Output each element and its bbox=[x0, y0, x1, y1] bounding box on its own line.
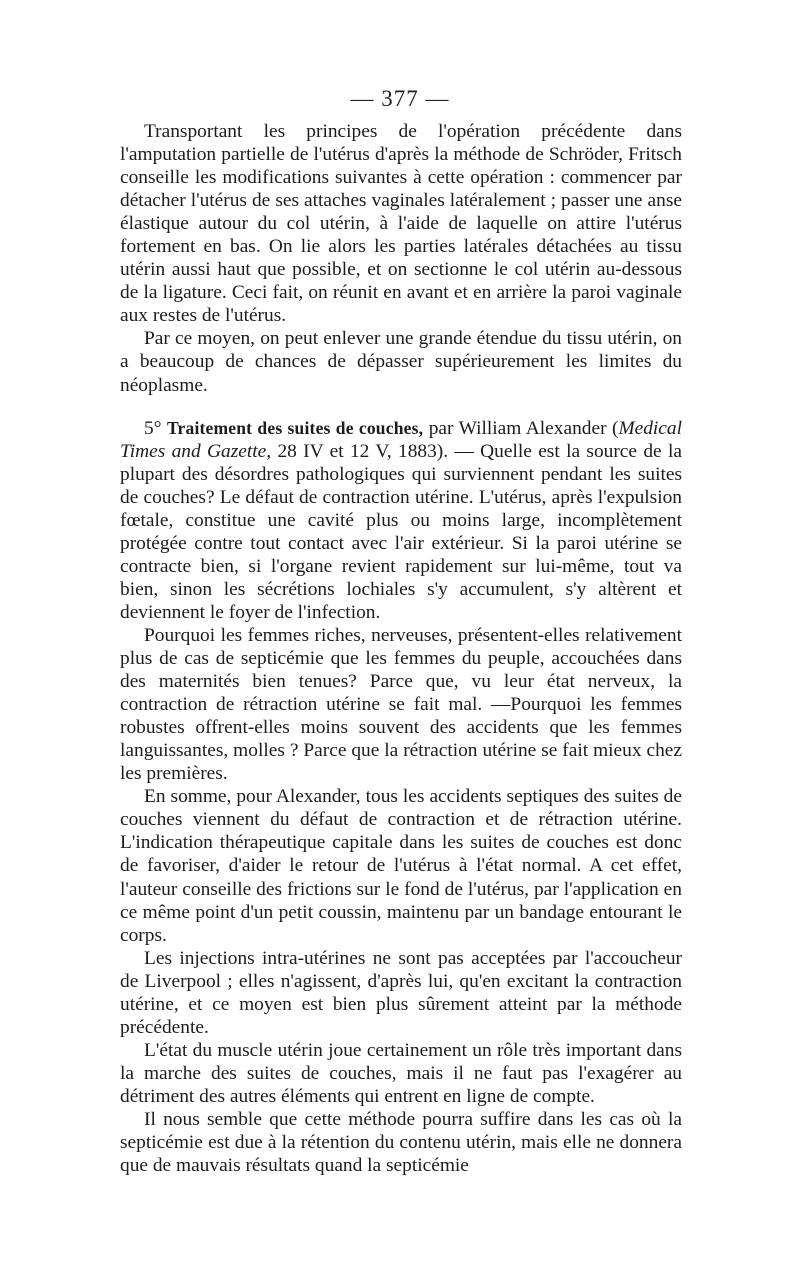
section-5-paragraph-1: Pourquoi les femmes riches, nerveuses, présentent-elles relativement plus de cas de septicémie que les femmes du peuple, accouchées dans des maternités bien tenues? Parce que, vu leur état nerveux, la contraction de rétraction utérine se fait mal. —Pourquoi les femmes robustes offrent-elles moins souvent des accidents que les femmes languissantes, molles ? Parce que la rétraction utérine se fait mieux chez les premières. bbox=[120, 624, 682, 785]
journal-citation: Medical Times and Gazette, bbox=[120, 417, 682, 462]
section-5-paragraph-3: Les injections intra-utérines ne sont pas acceptées par l'accoucheur de Liverpool ; elles n'agissent, d'après lui, qu'en excitant la contraction utérine, et ce moyen est bien plus sûrement atteint par la méthode précédente. bbox=[120, 947, 682, 1038]
page-number: — 377 — bbox=[350, 86, 450, 111]
section-5-opening-paragraph bbox=[120, 417, 682, 624]
section-citation-text: 28 IV et 12 V, 1883). — Quelle est la source de la plupart des désordres pathologiques qui surviennent pendant les suites de couches? Le défaut de contraction utérine. L'utérus, après l'expulsion fœtale, constitue une cavité plus ou moins large, incomplètement protégée contre tout contact avec l'air extérieur. Si la paroi utérine se contracte bien, si l'organe revient rapidement sur lui-même, tout va bien, sinon les sécrétions lochiales s'y accumulent, s'y altèrent et deviennent le foyer de l'infection. bbox=[120, 440, 682, 623]
intro-paragraph-2: Par ce moyen, on peut enlever une grande étendue du tissu utérin, on a beaucoup de chances de dépasser supérieurement les limites du néoplasme. bbox=[120, 328, 682, 396]
section-title: Traitement des suites de couches, bbox=[166, 417, 424, 438]
section-5-paragraph-5: Il nous semble que cette méthode pourra suffire dans les cas où la septicémie est due à la rétention du contenu utérin, mais elle ne donnera que de mauvais résultats quand la septicémie bbox=[120, 1108, 682, 1177]
section-spacer bbox=[120, 397, 682, 417]
section-author: par William Alexander ( bbox=[423, 417, 619, 439]
body-text bbox=[120, 120, 682, 1177]
section-number: 5° bbox=[144, 417, 162, 439]
intro-paragraph-1: Transportant les principes de l'opération précédente dans l'amputation partielle de l'utérus d'après la méthode de Schröder, Fritsch conseille les modifications suivantes à cette opération : commencer par détacher l'utérus de ses attaches vaginales latéralement ; passer une anse élastique autour du col utérin, à l'aide de laquelle on attire l'utérus fortement en bas. On lie alors les parties latérales détachées au tissu utérin aussi haut que possible, et on sectionne le col utérin au-dessous de la ligature. Ceci fait, on réunit en avant et en arrière la paroi vaginale aux restes de l'utérus. bbox=[120, 121, 682, 327]
section-5-paragraph-2: En somme, pour Alexander, tous les accidents septiques des suites de couches viennent du défaut de contraction et de rétraction utérine. L'indication thérapeutique capitale dans les suites de couches est donc de favoriser, d'aider le retour de l'utérus à l'état normal. A cet effet, l'auteur conseille des frictions sur le fond de l'utérus, par l'application en ce même point d'un petit coussin, maintenu par un bandage entourant le corps. bbox=[120, 786, 682, 946]
section-5-paragraph-4: L'état du muscle utérin joue certainement un rôle très important dans la marche des suites de couches, mais il ne faut pas l'exagérer au détriment des autres éléments qui entrent en ligne de compte. bbox=[120, 1039, 682, 1107]
